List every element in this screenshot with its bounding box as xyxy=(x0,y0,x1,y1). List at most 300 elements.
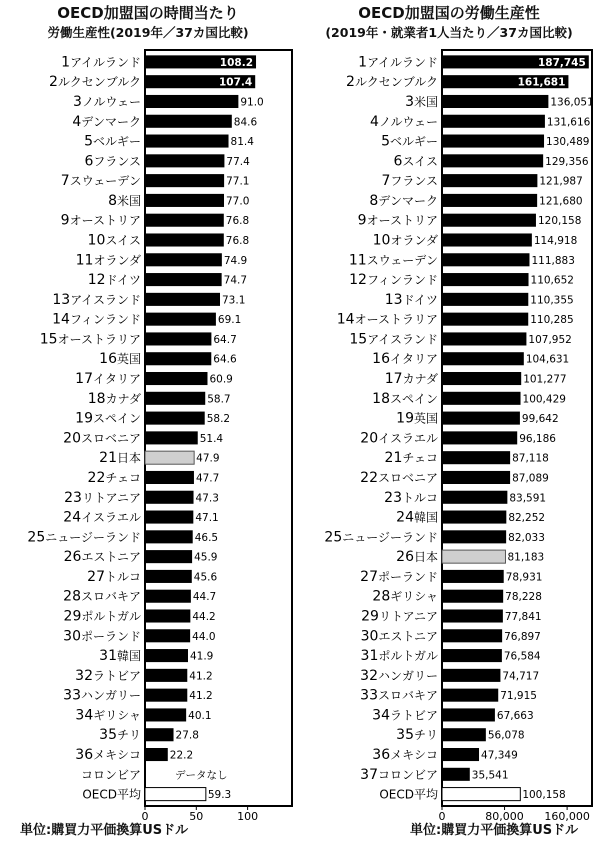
left-country-4: デンマーク xyxy=(81,114,141,129)
right-bar-28 xyxy=(442,590,503,603)
left-bar-8 xyxy=(145,194,224,207)
right-country-33: スロバキア xyxy=(377,688,438,703)
right-category-label-19 xyxy=(396,411,438,427)
right-bar-10 xyxy=(442,233,532,246)
right-value-label-35: 56,078 xyxy=(487,729,525,742)
right-rank-13: 13 xyxy=(384,291,403,308)
right-value-label-16: 104,631 xyxy=(525,353,570,366)
left-bar-31 xyxy=(145,649,188,662)
left-rank-17: 17 xyxy=(75,371,93,388)
right-country-34: ラトビア xyxy=(389,708,438,723)
right-country-38: OECD平均 xyxy=(379,787,438,802)
left-rank-34: 34 xyxy=(75,707,94,724)
left-country-5: ベルギー xyxy=(92,134,141,149)
left-rank-19: 19 xyxy=(75,410,93,427)
left-category-label-14 xyxy=(52,312,141,328)
left-category-label-23 xyxy=(64,490,141,506)
right-rank-5: 5 xyxy=(381,133,390,150)
left-country-24: イスラエル xyxy=(81,510,141,525)
left-country-28: スロバキア xyxy=(80,589,141,604)
left-rank-36: 36 xyxy=(75,747,94,764)
right-country-2: ルクセンブルク xyxy=(354,75,438,90)
right-bar-5 xyxy=(442,135,544,148)
left-category-label-35 xyxy=(99,727,141,743)
right-bar-27 xyxy=(442,570,504,583)
left-bar-18 xyxy=(145,392,205,405)
left-value-label-4: 84.6 xyxy=(233,116,258,129)
left-country-33: ハンガリー xyxy=(80,688,141,703)
left-rank-30: 30 xyxy=(63,628,81,645)
left-category-label-19 xyxy=(75,411,141,427)
right-country-17: カナダ xyxy=(402,372,438,387)
left-category-label-38 xyxy=(82,788,141,802)
right-category-label-18 xyxy=(372,391,438,407)
right-category-label-3 xyxy=(405,94,438,110)
right-bar-12 xyxy=(442,273,529,286)
left-category-label-37 xyxy=(81,768,141,782)
right-rank-12: 12 xyxy=(349,272,367,289)
left-category-label-8 xyxy=(108,193,141,209)
right-value-label-24: 82,252 xyxy=(508,512,546,525)
left-value-label-15: 64.7 xyxy=(213,333,237,346)
right-rank-4: 4 xyxy=(370,113,379,130)
right-value-label-18: 100,429 xyxy=(522,393,566,406)
right-value-label-10: 114,918 xyxy=(533,235,578,247)
right-bar-23 xyxy=(442,491,507,504)
left-rank-2: 2 xyxy=(49,74,58,91)
left-rank-16: 16 xyxy=(99,351,117,368)
left-country-36: メキシコ xyxy=(93,748,141,763)
left-value-label-27: 45.6 xyxy=(193,571,218,584)
right-rank-10: 10 xyxy=(372,232,391,249)
right-category-label-34 xyxy=(372,707,438,723)
right-category-label-23 xyxy=(384,490,438,506)
left-category-label-13 xyxy=(52,292,141,308)
right-bar-33 xyxy=(442,689,498,702)
left-category-label-9 xyxy=(61,213,141,229)
right-rank-36: 36 xyxy=(372,747,391,764)
left-value-label-21: 47.9 xyxy=(196,452,220,465)
right-category-label-15 xyxy=(349,331,438,347)
left-value-label-23: 47.3 xyxy=(195,492,219,505)
left-unit-note: 単位:購買力平価換算USドル xyxy=(20,823,189,838)
right-country-14: オーストラリア xyxy=(354,312,438,327)
right-rank-20: 20 xyxy=(360,430,379,447)
right-unit-note: 単位:購買力平価換算USドル xyxy=(410,823,579,838)
left-rank-25: 25 xyxy=(27,529,46,546)
right-rank-16: 16 xyxy=(372,351,390,368)
left-value-label-9: 76.8 xyxy=(225,215,250,228)
right-chart-subtitle: (2019年・就業者1人当たり／37カ国比較) xyxy=(325,25,573,40)
right-category-label-24 xyxy=(396,510,438,526)
right-country-22: スロベニア xyxy=(377,470,438,485)
right-value-label-7: 121,987 xyxy=(539,175,583,188)
right-value-label-25: 82,033 xyxy=(508,531,545,544)
right-xtick-label-2: 160,000 xyxy=(544,810,590,823)
right-country-6: スイス xyxy=(402,154,438,169)
left-bar-29 xyxy=(145,609,190,622)
left-value-label-25: 46.5 xyxy=(194,531,219,544)
right-rank-34: 34 xyxy=(372,707,390,724)
left-rank-29: 29 xyxy=(63,608,82,625)
left-rank-22: 22 xyxy=(87,469,106,486)
right-rank-17: 17 xyxy=(384,371,403,388)
left-country-35: チリ xyxy=(116,728,141,743)
right-rank-21: 21 xyxy=(384,450,403,467)
left-bar-19 xyxy=(145,412,205,425)
left-value-label-29: 44.2 xyxy=(192,611,216,623)
left-country-3: ノルウェー xyxy=(81,94,141,109)
right-bar-32 xyxy=(442,669,500,682)
left-rank-12: 12 xyxy=(87,272,106,289)
right-category-label-28 xyxy=(372,589,438,605)
left-country-9: オーストリア xyxy=(69,213,141,228)
right-country-23: トルコ xyxy=(401,490,438,505)
left-rank-7: 7 xyxy=(60,173,70,190)
left-country-30: ポーランド xyxy=(80,629,141,644)
right-xtick-label-0: 0 xyxy=(438,810,446,823)
right-rank-23: 23 xyxy=(384,489,402,506)
left-value-label-32: 41.2 xyxy=(189,670,213,683)
right-bar-38 xyxy=(442,788,520,801)
left-bar-32 xyxy=(145,669,187,682)
right-category-label-4 xyxy=(370,114,438,130)
right-category-label-30 xyxy=(361,628,438,644)
left-value-label-19: 58.2 xyxy=(206,413,231,426)
left-rank-28: 28 xyxy=(63,588,81,605)
right-bar-4 xyxy=(442,115,545,128)
right-rank-22: 22 xyxy=(360,469,378,486)
right-value-label-11: 111,883 xyxy=(531,254,575,267)
right-value-label-19: 99,642 xyxy=(521,413,559,426)
right-country-19: 英国 xyxy=(413,411,438,426)
right-category-label-31 xyxy=(361,648,438,664)
right-value-label-6: 129,356 xyxy=(545,155,589,168)
left-category-label-17 xyxy=(75,371,141,387)
right-value-label-37: 35,541 xyxy=(471,769,509,782)
right-category-label-9 xyxy=(358,213,438,229)
right-country-24: 韓国 xyxy=(413,510,438,525)
right-rank-27: 27 xyxy=(360,568,378,585)
right-country-37: コロンビア xyxy=(377,767,438,782)
right-bar-21 xyxy=(442,451,510,464)
left-bar-33 xyxy=(145,689,187,702)
right-value-label-32: 74,717 xyxy=(502,670,540,683)
left-country-26: エストニア xyxy=(81,550,141,565)
right-rank-15: 15 xyxy=(349,331,368,348)
left-value-label-8: 77.0 xyxy=(226,195,250,208)
right-value-label-9: 120,158 xyxy=(537,215,582,228)
right-value-label-34: 67,663 xyxy=(496,709,534,722)
right-country-5: ベルギー xyxy=(389,134,438,149)
right-country-29: リトアニア xyxy=(378,609,438,624)
left-category-label-7 xyxy=(61,173,141,189)
right-value-label-4: 131,616 xyxy=(546,116,591,129)
left-country-37: コロンビア xyxy=(80,767,141,782)
right-category-label-29 xyxy=(361,609,438,625)
right-category-label-21 xyxy=(385,450,438,466)
left-category-label-30 xyxy=(63,628,141,644)
right-category-label-36 xyxy=(372,747,438,763)
left-category-label-1 xyxy=(61,54,141,70)
right-rank-31: 31 xyxy=(360,648,379,665)
left-value-label-35: 27.8 xyxy=(175,729,199,742)
right-bar-6 xyxy=(442,154,543,167)
left-value-label-12: 74.7 xyxy=(223,274,248,287)
right-rank-33: 33 xyxy=(360,687,378,704)
left-bar-34 xyxy=(145,708,186,721)
left-value-label-3: 91.0 xyxy=(240,96,264,109)
right-bar-36 xyxy=(442,748,479,761)
right-country-26: 日本 xyxy=(413,550,438,565)
left-category-label-34 xyxy=(75,707,141,723)
left-category-label-22 xyxy=(88,470,141,486)
left-value-label-5: 81.4 xyxy=(230,136,254,149)
left-value-label-11: 74.9 xyxy=(223,254,248,267)
left-rank-1: 1 xyxy=(61,54,71,71)
right-category-label-32 xyxy=(360,668,438,684)
right-bar-26 xyxy=(442,550,505,563)
right-country-3: 米国 xyxy=(413,94,438,109)
right-xtick-label-1: 80,000 xyxy=(485,810,524,823)
left-value-label-6: 77.4 xyxy=(226,155,250,168)
left-value-label-33: 41.2 xyxy=(189,690,213,703)
left-rank-21: 21 xyxy=(99,450,117,467)
right-value-label-3: 136,051 xyxy=(550,96,594,109)
right-value-label-29: 77,841 xyxy=(504,611,542,623)
left-bar-30 xyxy=(145,629,190,642)
right-bar-17 xyxy=(442,372,521,385)
left-category-label-24 xyxy=(63,510,141,526)
right-value-label-21: 87,118 xyxy=(512,452,549,465)
right-value-label-13: 110,355 xyxy=(530,294,574,307)
left-bar-4 xyxy=(145,115,232,128)
left-bar-38 xyxy=(145,788,206,801)
left-value-label-16: 64.6 xyxy=(213,353,237,366)
left-country-7: スウェーデン xyxy=(69,174,141,189)
right-value-label-8: 121,680 xyxy=(539,195,583,208)
left-rank-26: 26 xyxy=(63,549,82,566)
left-category-label-26 xyxy=(64,549,141,565)
left-rank-33: 33 xyxy=(63,687,81,704)
left-country-11: オランダ xyxy=(93,253,141,268)
left-rank-27: 27 xyxy=(87,568,105,585)
right-country-27: ポーランド xyxy=(377,569,438,584)
right-bar-9 xyxy=(442,214,536,227)
left-bar-9 xyxy=(145,214,224,227)
right-value-label-33: 71,915 xyxy=(500,690,537,703)
right-rank-7: 7 xyxy=(381,173,391,190)
left-bar-27 xyxy=(145,570,192,583)
right-country-15: アイスランド xyxy=(367,332,438,347)
left-category-label-27 xyxy=(87,569,141,585)
right-value-label-31: 76,584 xyxy=(503,650,541,663)
right-category-label-22 xyxy=(360,470,438,486)
right-category-label-16 xyxy=(372,351,438,367)
left-rank-6: 6 xyxy=(84,153,94,170)
right-value-label-38: 100,158 xyxy=(522,789,566,802)
right-country-10: オランダ xyxy=(390,233,438,248)
left-bar-14 xyxy=(145,313,216,326)
left-country-19: スペイン xyxy=(92,411,141,426)
right-rank-8: 8 xyxy=(369,192,379,209)
left-value-label-10: 76.8 xyxy=(225,235,250,247)
right-country-1: アイルランド xyxy=(367,55,438,70)
left-value-label-20: 51.4 xyxy=(199,432,224,445)
right-category-label-10 xyxy=(373,233,438,249)
left-country-31: 韓国 xyxy=(116,649,141,664)
left-country-21: 日本 xyxy=(116,451,141,466)
right-value-label-28: 78,228 xyxy=(505,591,542,604)
left-rank-35: 35 xyxy=(99,727,117,744)
left-value-label-31: 41.9 xyxy=(189,650,214,663)
right-bar-16 xyxy=(442,352,524,365)
left-rank-14: 14 xyxy=(52,311,70,328)
left-value-label-2: 107.4 xyxy=(218,76,253,89)
left-country-23: リトアニア xyxy=(81,490,141,505)
right-bar-35 xyxy=(442,728,486,741)
left-value-label-7: 77.1 xyxy=(226,175,250,188)
left-value-label-22: 47.7 xyxy=(195,472,220,485)
left-category-label-6 xyxy=(84,153,141,169)
right-value-label-20: 96,186 xyxy=(519,432,556,445)
left-bar-16 xyxy=(145,352,211,365)
left-category-label-21 xyxy=(99,450,141,466)
right-category-label-7 xyxy=(381,173,438,189)
right-bar-14 xyxy=(442,313,528,326)
left-category-label-36 xyxy=(75,747,141,763)
right-bar-3 xyxy=(442,95,548,108)
right-country-7: フランス xyxy=(390,174,438,189)
left-value-label-17: 60.9 xyxy=(209,373,233,386)
right-rank-6: 6 xyxy=(393,153,403,170)
left-xtick-label-0: 0 xyxy=(141,810,149,823)
right-category-label-37 xyxy=(360,767,438,783)
left-category-label-15 xyxy=(40,331,141,347)
left-bar-17 xyxy=(145,372,207,385)
left-category-label-11 xyxy=(76,252,141,268)
left-bar-24 xyxy=(145,511,193,524)
right-category-label-26 xyxy=(396,549,438,565)
right-category-label-14 xyxy=(337,312,438,328)
left-bar-11 xyxy=(145,253,222,266)
left-chart-title: OECD加盟国の時間当たり xyxy=(57,4,239,22)
left-category-label-5 xyxy=(84,134,141,150)
right-rank-19: 19 xyxy=(396,410,414,427)
right-category-label-35 xyxy=(396,727,438,743)
left-rank-5: 5 xyxy=(84,133,93,150)
right-rank-28: 28 xyxy=(372,588,391,605)
left-bar-13 xyxy=(145,293,220,306)
right-country-16: イタリア xyxy=(389,352,438,367)
right-value-label-15: 107,952 xyxy=(528,333,572,346)
right-bar-29 xyxy=(442,609,503,622)
left-bar-10 xyxy=(145,233,224,246)
left-category-label-32 xyxy=(75,668,141,684)
left-category-label-16 xyxy=(99,351,141,367)
left-rank-20: 20 xyxy=(63,430,81,447)
right-bar-25 xyxy=(442,530,506,543)
right-rank-11: 11 xyxy=(348,252,367,269)
left-rank-23: 23 xyxy=(64,489,82,506)
left-country-25: ニュージーランド xyxy=(45,530,141,545)
right-bar-37 xyxy=(442,768,470,781)
right-bar-7 xyxy=(442,174,537,187)
right-country-21: チェコ xyxy=(402,451,438,466)
right-rank-37: 37 xyxy=(360,766,378,783)
left-country-12: ドイツ xyxy=(105,273,141,288)
left-xtick-label-2: 100 xyxy=(237,810,259,823)
right-category-label-38 xyxy=(379,788,438,802)
left-country-32: ラトビア xyxy=(92,668,141,683)
left-country-10: スイス xyxy=(105,233,141,248)
left-value-label-14: 69.1 xyxy=(217,314,242,327)
left-country-27: トルコ xyxy=(104,569,141,584)
left-rank-11: 11 xyxy=(75,252,94,269)
left-country-8: 米国 xyxy=(116,193,141,208)
right-bar-24 xyxy=(442,511,506,524)
left-category-label-3 xyxy=(73,94,141,110)
left-value-label-13: 73.1 xyxy=(222,294,246,307)
right-bar-15 xyxy=(442,332,526,345)
right-rank-35: 35 xyxy=(396,727,414,744)
left-rank-10: 10 xyxy=(87,232,106,249)
left-chart-subtitle: 労働生産性(2019年／37カ国比較) xyxy=(47,25,249,40)
right-bar-30 xyxy=(442,629,502,642)
left-rank-15: 15 xyxy=(39,331,58,348)
right-category-label-20 xyxy=(360,430,438,446)
left-rank-18: 18 xyxy=(87,390,106,407)
right-value-label-22: 87,089 xyxy=(512,472,549,485)
right-category-label-1 xyxy=(358,54,438,70)
left-country-15: オーストラリア xyxy=(57,332,141,347)
right-rank-30: 30 xyxy=(360,628,379,645)
left-bar-26 xyxy=(145,550,192,563)
right-value-label-12: 110,652 xyxy=(530,274,574,287)
left-xtick-label-1: 50 xyxy=(189,810,204,823)
left-value-label-36: 22.2 xyxy=(169,749,194,762)
right-value-label-1: 187,745 xyxy=(537,56,586,69)
right-country-8: デンマーク xyxy=(378,193,438,208)
right-country-9: オーストリア xyxy=(366,213,438,228)
right-category-label-13 xyxy=(385,292,438,308)
right-chart-title: OECD加盟国の労働生産性 xyxy=(358,4,540,22)
right-country-11: スウェーデン xyxy=(366,253,438,268)
left-category-label-10 xyxy=(88,233,141,249)
right-value-label-23: 83,591 xyxy=(509,492,547,505)
left-country-1: アイルランド xyxy=(70,55,141,70)
left-value-label-18: 58.7 xyxy=(207,393,231,406)
right-value-label-26: 81,183 xyxy=(507,551,545,564)
left-bar-20 xyxy=(145,431,198,444)
left-bar-12 xyxy=(145,273,222,286)
right-rank-18: 18 xyxy=(372,390,390,407)
left-bar-5 xyxy=(145,135,229,148)
left-category-label-31 xyxy=(99,648,141,664)
right-bar-13 xyxy=(442,293,528,306)
right-bar-11 xyxy=(442,253,529,266)
right-bar-19 xyxy=(442,412,520,425)
right-rank-29: 29 xyxy=(361,608,379,625)
left-bar-22 xyxy=(145,471,194,484)
right-value-label-2: 161,681 xyxy=(517,76,566,89)
left-category-label-25 xyxy=(27,529,141,545)
left-category-label-2 xyxy=(49,74,141,90)
right-bar-31 xyxy=(442,649,502,662)
right-rank-3: 3 xyxy=(405,93,414,110)
right-country-28: ギリシャ xyxy=(390,589,438,604)
right-rank-24: 24 xyxy=(396,509,414,526)
